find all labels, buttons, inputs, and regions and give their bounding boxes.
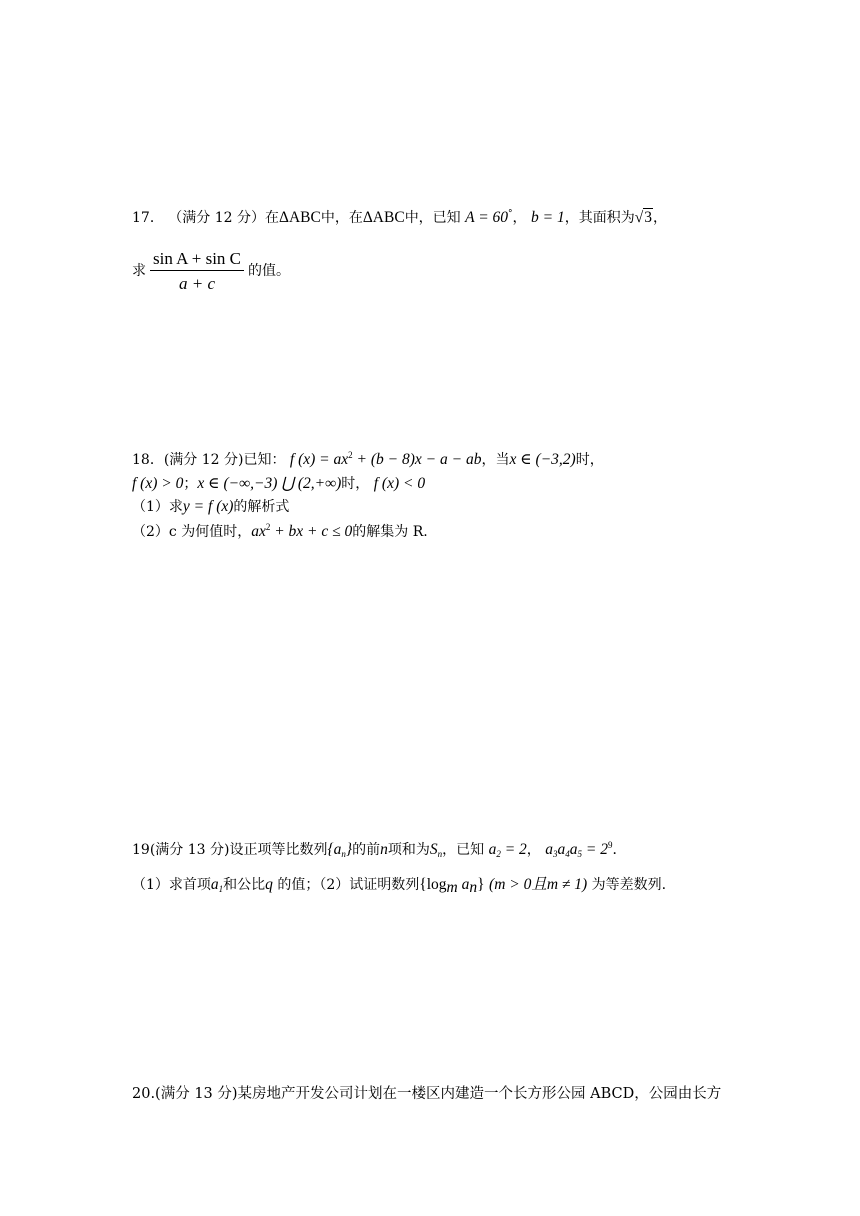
- degree-sign: °: [508, 209, 513, 219]
- sqrt-three: √3: [634, 209, 652, 226]
- problem-number-score: 19(满分 13 分): [132, 842, 230, 858]
- problem-19-line-2: （1）求首项$a_1$和公比q 的值；（2）试证明数列{$\log_m$ $a_n$} (m > 0且m ≠ 1) 为等差数列.: [132, 876, 667, 896]
- problem-18-part-2: （2）c 为何值时，$ax^2$ + bx + c ≤ 0的解集为 R.: [132, 522, 428, 540]
- side-condition: b = 1: [531, 209, 565, 226]
- log-sequence: {$\log_m$ $a_n$}: [419, 876, 485, 896]
- condition-interval-2: x ∈ (−∞,−3) ⋃ (2,+∞): [197, 475, 342, 492]
- fraction-numerator: sin A + sin C: [150, 250, 244, 271]
- condition-interval-1: x ∈ (−3,2): [509, 451, 576, 468]
- product-condition: $a_3a_4a_5 = 2^9$: [545, 840, 613, 859]
- triangle-symbol: ΔABC: [279, 209, 321, 226]
- problem-number: 17．: [132, 210, 164, 226]
- inequality-positive: f (x) > 0: [132, 475, 184, 492]
- first-term-symbol: $a_1$: [210, 876, 224, 894]
- inequality-negative: f (x) < 0: [373, 475, 426, 492]
- angle-condition: A = 60: [465, 209, 509, 226]
- sequence-symbol: $\{a_n\}$: [327, 841, 353, 859]
- base-condition: (m > 0且m ≠ 1): [489, 876, 588, 893]
- quadratic-inequality: $ax^2$ + bx + c ≤ 0: [251, 522, 353, 540]
- problem-number: 18．: [132, 452, 164, 468]
- problem-20-line-1: 20.(满分 13 分)某房地产开发公司计划在一楼区内建造一个长方形公园 ABCD，公园由长方: [132, 1086, 722, 1102]
- partial-sum-symbol: $S_n$: [429, 841, 443, 859]
- triangle-symbol: ΔABC: [362, 209, 405, 226]
- function-definition: f $(x) = ax^2 + (b - 8)x - a$ − ab: [289, 450, 482, 468]
- problem-score: （满分 12 分）: [168, 210, 265, 226]
- problem-17-line-2: 求 $\frac{\text{sin A + sin C}}{a + c}$ 的值。: [132, 249, 291, 293]
- problem-19-line-1: 19(满分 13 分)设正项等比数列$\{a_n\}$的前n项和为$S_n$，已知 $a_2 = 2$， $a_3a_4a_5 = 2^9$．: [132, 840, 627, 859]
- problem-18-line-2: f (x) > 0；x ∈ (−∞,−3) ⋃ (2,+∞)时， f (x) < 0: [132, 475, 426, 492]
- problem-score: (满分 12 分): [163, 452, 244, 468]
- problem-17-line-1: 17． （满分 12 分）在ΔABC中，在ΔABC中，已知 A = 60°， b = 1，其面积为√3，: [132, 209, 667, 226]
- problem-18-line-1: 18．(满分 12 分)已知： f $(x) = ax^2 + (b - 8)x - a$ − ab，当x ∈ (−3,2)时，: [132, 450, 604, 468]
- ratio-symbol: q: [265, 876, 273, 893]
- second-term-condition: $a_2 = 2$: [488, 841, 527, 859]
- problem-18-part-1: （1）求y = f (x)的解析式: [132, 498, 290, 515]
- fraction-denominator: a + c: [178, 274, 216, 293]
- ratio-fraction: [150, 250, 244, 292]
- function-expression: y = f (x): [182, 498, 234, 515]
